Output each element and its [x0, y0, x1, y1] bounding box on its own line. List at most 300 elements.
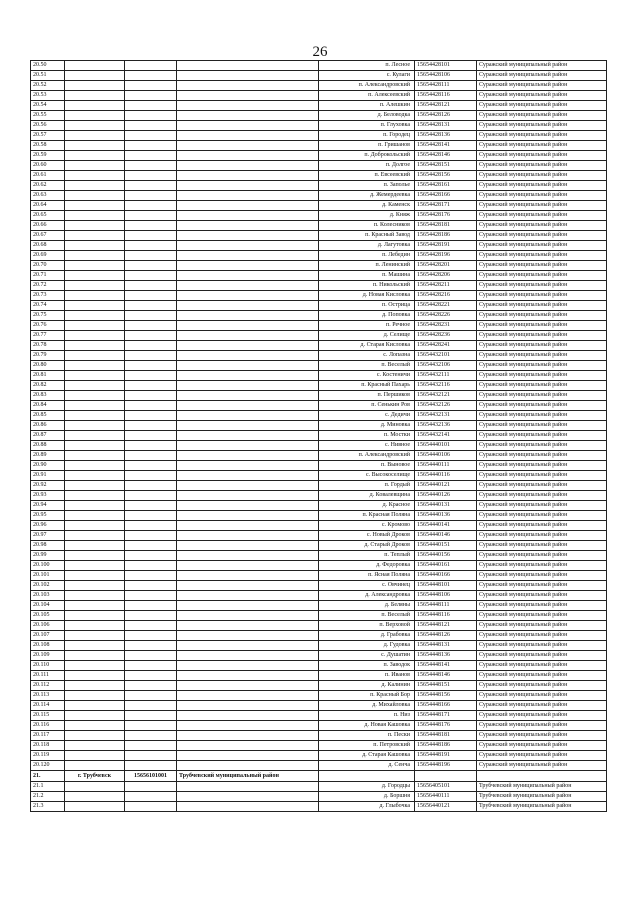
table-row [31, 621, 607, 631]
empty-cell [125, 71, 177, 81]
empty-cell [125, 691, 177, 701]
table-row [31, 241, 607, 251]
oktmo-code: 15654428151 [415, 161, 477, 171]
empty-cell [125, 61, 177, 71]
oktmo-code: 15654432101 [415, 351, 477, 361]
oktmo-code: 15654428171 [415, 201, 477, 211]
oktmo-code: 15654428156 [415, 171, 477, 181]
district-name: Суражский муниципальный район [477, 761, 607, 771]
settlement-name: п. Красный Завод [319, 231, 415, 241]
district-name: Суражский муниципальный район [477, 271, 607, 281]
oktmo-code: 15654428191 [415, 241, 477, 251]
district-name: Суражский муниципальный район [477, 241, 607, 251]
district-name: Суражский муниципальный район [477, 421, 607, 431]
settlement-name: п. Красная Поляна [319, 511, 415, 521]
empty-cell [177, 581, 319, 591]
empty-cell [177, 441, 319, 451]
oktmo-code: 15654448146 [415, 671, 477, 681]
empty-cell [125, 581, 177, 591]
empty-cell [65, 451, 125, 461]
district-name: Суражский муниципальный район [477, 411, 607, 421]
table-row [31, 141, 607, 151]
settlement-name: п. Заводок [319, 661, 415, 671]
table-row [31, 441, 607, 451]
settlement-name: с. Новый Дроков [319, 531, 415, 541]
table-row [31, 651, 607, 661]
settlement-name: п. Низ [319, 711, 415, 721]
settlement-name: д. Старая Кашовка [319, 751, 415, 761]
settlement-name: п. Выновое [319, 461, 415, 471]
oktmo-code: 15654448141 [415, 661, 477, 671]
table-row [31, 701, 607, 711]
district-name: Суражский муниципальный район [477, 681, 607, 691]
district-name: Суражский муниципальный район [477, 391, 607, 401]
empty-cell [477, 771, 607, 782]
oktmo-code: 15654440131 [415, 501, 477, 511]
empty-cell [65, 181, 125, 191]
row-number: 20.96 [31, 521, 65, 531]
table-row [31, 301, 607, 311]
oktmo-code: 15654428201 [415, 261, 477, 271]
empty-cell [125, 521, 177, 531]
empty-cell [177, 751, 319, 761]
district-name: Суражский муниципальный район [477, 351, 607, 361]
row-number: 20.104 [31, 601, 65, 611]
empty-cell [125, 451, 177, 461]
settlement-name: п. Машина [319, 271, 415, 281]
district-name: Суражский муниципальный район [477, 381, 607, 391]
row-number: 20.93 [31, 491, 65, 501]
row-number: 20.103 [31, 591, 65, 601]
empty-cell [65, 782, 125, 792]
empty-cell [125, 792, 177, 802]
group-city: г. Трубчевск [65, 771, 125, 782]
empty-cell [65, 621, 125, 631]
empty-cell [177, 221, 319, 231]
district-name: Суражский муниципальный район [477, 561, 607, 571]
empty-cell [65, 91, 125, 101]
oktmo-code: 15654428186 [415, 231, 477, 241]
empty-cell [177, 421, 319, 431]
district-name: Трубчевский муниципальный район [477, 782, 607, 792]
empty-cell [65, 541, 125, 551]
settlement-name: д. Старая Кисловка [319, 341, 415, 351]
settlement-name: д. Каменск [319, 201, 415, 211]
empty-cell [125, 261, 177, 271]
empty-cell [65, 391, 125, 401]
empty-cell [177, 671, 319, 681]
settlement-name: д. Новая Кисловка [319, 291, 415, 301]
table-row [31, 211, 607, 221]
empty-cell [125, 111, 177, 121]
empty-cell [177, 631, 319, 641]
oktmo-code: 15654448176 [415, 721, 477, 731]
row-number: 20.52 [31, 81, 65, 91]
settlement-name: д. Калинин [319, 681, 415, 691]
row-number: 20.67 [31, 231, 65, 241]
oktmo-code: 15654428106 [415, 71, 477, 81]
table-row [31, 511, 607, 521]
empty-cell [125, 411, 177, 421]
oktmo-code: 15654448116 [415, 611, 477, 621]
table-row [31, 802, 607, 812]
settlement-name: с. Овчинец [319, 581, 415, 591]
empty-cell [177, 181, 319, 191]
empty-cell [177, 511, 319, 521]
oktmo-code: 15654428211 [415, 281, 477, 291]
oktmo-code: 15654440136 [415, 511, 477, 521]
empty-cell [125, 491, 177, 501]
table-row [31, 501, 607, 511]
settlement-name: п. Речное [319, 321, 415, 331]
table-row [31, 171, 607, 181]
settlement-name: д. Красное [319, 501, 415, 511]
empty-cell [65, 111, 125, 121]
empty-cell [65, 741, 125, 751]
table-row [31, 491, 607, 501]
district-name: Суражский муниципальный район [477, 251, 607, 261]
oktmo-code: 15654440151 [415, 541, 477, 551]
row-number: 20.58 [31, 141, 65, 151]
row-number: 20.109 [31, 651, 65, 661]
settlement-name: с. Высокоселище [319, 471, 415, 481]
oktmo-code: 15654440161 [415, 561, 477, 571]
empty-cell [125, 591, 177, 601]
empty-cell [65, 141, 125, 151]
table-row [31, 281, 607, 291]
empty-cell [65, 611, 125, 621]
table-row [31, 721, 607, 731]
district-name: Суражский муниципальный район [477, 691, 607, 701]
district-name: Суражский муниципальный район [477, 371, 607, 381]
district-name: Суражский муниципальный район [477, 201, 607, 211]
row-number: 20.112 [31, 681, 65, 691]
row-number: 20.78 [31, 341, 65, 351]
row-number: 20.54 [31, 101, 65, 111]
oktmo-code: 15654448111 [415, 601, 477, 611]
row-number: 20.119 [31, 751, 65, 761]
empty-cell [177, 361, 319, 371]
row-number: 20.86 [31, 421, 65, 431]
district-name: Суражский муниципальный район [477, 611, 607, 621]
empty-cell [65, 701, 125, 711]
empty-cell [65, 261, 125, 271]
empty-cell [65, 281, 125, 291]
table-row [31, 341, 607, 351]
oktmo-code: 15654448156 [415, 691, 477, 701]
empty-cell [125, 431, 177, 441]
empty-cell [125, 171, 177, 181]
oktmo-code: 15654428136 [415, 131, 477, 141]
district-name: Суражский муниципальный район [477, 431, 607, 441]
group-city-code: 15656101001 [125, 771, 177, 782]
empty-cell [125, 401, 177, 411]
row-number: 20.90 [31, 461, 65, 471]
empty-cell [177, 601, 319, 611]
row-number: 20.64 [31, 201, 65, 211]
settlement-name: д. Поповка [319, 311, 415, 321]
settlement-name: п. Першиков [319, 391, 415, 401]
empty-cell [65, 211, 125, 221]
group-district-name: Трубчевский муниципальный район [177, 771, 319, 782]
empty-cell [177, 301, 319, 311]
settlement-name: д. Ковалевщина [319, 491, 415, 501]
district-name: Суражский муниципальный район [477, 571, 607, 581]
district-name: Суражский муниципальный район [477, 651, 607, 661]
row-number: 20.94 [31, 501, 65, 511]
district-name: Суражский муниципальный район [477, 261, 607, 271]
settlement-name: п. Евсеевский [319, 171, 415, 181]
empty-cell [65, 151, 125, 161]
empty-cell [65, 731, 125, 741]
row-number: 20.97 [31, 531, 65, 541]
district-name: Суражский муниципальный район [477, 701, 607, 711]
empty-cell [177, 241, 319, 251]
table-row [31, 581, 607, 591]
empty-cell [65, 331, 125, 341]
row-number: 20.63 [31, 191, 65, 201]
oktmo-code: 15656405101 [415, 782, 477, 792]
empty-cell [125, 341, 177, 351]
empty-cell [125, 91, 177, 101]
settlement-name: д. Глыбочка [319, 802, 415, 812]
empty-cell [65, 291, 125, 301]
oktmo-code: 15654428196 [415, 251, 477, 261]
empty-cell [125, 721, 177, 731]
empty-cell [177, 351, 319, 361]
table-row [31, 611, 607, 621]
empty-cell [177, 501, 319, 511]
district-name: Суражский муниципальный район [477, 741, 607, 751]
oktmo-code: 15654448106 [415, 591, 477, 601]
district-name: Суражский муниципальный район [477, 81, 607, 91]
empty-cell [65, 651, 125, 661]
empty-cell [125, 741, 177, 751]
oktmo-code: 15654428221 [415, 301, 477, 311]
row-number: 20.61 [31, 171, 65, 181]
district-name: Суражский муниципальный район [477, 291, 607, 301]
empty-cell [177, 341, 319, 351]
district-name: Суражский муниципальный район [477, 141, 607, 151]
empty-cell [125, 141, 177, 151]
settlement-name: д. Боршня [319, 792, 415, 802]
oktmo-code: 15654428121 [415, 101, 477, 111]
empty-cell [177, 431, 319, 441]
oktmo-code: 15654448136 [415, 651, 477, 661]
empty-cell [125, 271, 177, 281]
district-name: Суражский муниципальный район [477, 151, 607, 161]
empty-cell [65, 251, 125, 261]
settlement-name: п. Веселый [319, 611, 415, 621]
empty-cell [65, 501, 125, 511]
empty-cell [177, 491, 319, 501]
empty-cell [65, 411, 125, 421]
district-name: Суражский муниципальный район [477, 581, 607, 591]
empty-cell [65, 661, 125, 671]
empty-cell [65, 681, 125, 691]
empty-cell [177, 141, 319, 151]
settlement-name: п. Острица [319, 301, 415, 311]
row-number: 20.79 [31, 351, 65, 361]
district-name: Суражский муниципальный район [477, 521, 607, 531]
empty-cell [65, 461, 125, 471]
empty-cell [177, 91, 319, 101]
row-number: 20.106 [31, 621, 65, 631]
row-number: 20.53 [31, 91, 65, 101]
empty-cell [177, 681, 319, 691]
settlement-name: с. Костеничи [319, 371, 415, 381]
empty-cell [177, 451, 319, 461]
row-number: 20.83 [31, 391, 65, 401]
settlement-name: п. Гордый [319, 481, 415, 491]
table-row [31, 271, 607, 281]
empty-cell [125, 471, 177, 481]
district-name: Суражский муниципальный район [477, 451, 607, 461]
oktmo-code: 15654448151 [415, 681, 477, 691]
oktmo-code: 15654428116 [415, 91, 477, 101]
empty-cell [125, 441, 177, 451]
table-row [31, 641, 607, 651]
settlement-name: д. Миновка [319, 421, 415, 431]
settlement-name: д. Жемердеевка [319, 191, 415, 201]
empty-cell [177, 661, 319, 671]
empty-cell [65, 671, 125, 681]
row-number: 20.102 [31, 581, 65, 591]
settlement-name: д. Селище [319, 331, 415, 341]
empty-cell [125, 601, 177, 611]
district-name: Суражский муниципальный район [477, 501, 607, 511]
row-number: 20.81 [31, 371, 65, 381]
row-number: 20.118 [31, 741, 65, 751]
district-name: Суражский муниципальный район [477, 641, 607, 651]
oktmo-code: 15654448171 [415, 711, 477, 721]
district-name: Суражский муниципальный район [477, 621, 607, 631]
row-number: 21.2 [31, 792, 65, 802]
empty-cell [125, 461, 177, 471]
empty-cell [125, 541, 177, 551]
row-number: 20.107 [31, 631, 65, 641]
empty-cell [177, 291, 319, 301]
settlement-name: с. Душатин [319, 651, 415, 661]
oktmo-code: 15654440141 [415, 521, 477, 531]
settlement-name: п. Иванов [319, 671, 415, 681]
table-row [31, 731, 607, 741]
empty-cell [125, 181, 177, 191]
row-number: 21.1 [31, 782, 65, 792]
district-name: Суражский муниципальный район [477, 301, 607, 311]
empty-cell [125, 631, 177, 641]
table-row [31, 451, 607, 461]
empty-cell [125, 501, 177, 511]
empty-cell [65, 431, 125, 441]
empty-cell [125, 731, 177, 741]
table-row [31, 381, 607, 391]
oktmo-code: 15654432131 [415, 411, 477, 421]
empty-cell [177, 231, 319, 241]
district-name: Суражский муниципальный район [477, 231, 607, 241]
empty-cell [65, 351, 125, 361]
empty-cell [65, 561, 125, 571]
empty-cell [65, 711, 125, 721]
district-name: Суражский муниципальный район [477, 91, 607, 101]
table-row [31, 711, 607, 721]
oktmo-code: 15654428216 [415, 291, 477, 301]
row-number: 20.59 [31, 151, 65, 161]
settlement-name: д. Княж [319, 211, 415, 221]
settlement-name: п. Александровский [319, 81, 415, 91]
empty-cell [125, 661, 177, 671]
empty-cell [177, 481, 319, 491]
table-row [31, 681, 607, 691]
table-row [31, 91, 607, 101]
empty-cell [177, 101, 319, 111]
oktmo-code: 15654428166 [415, 191, 477, 201]
settlement-name: п. Алексеевский [319, 91, 415, 101]
empty-cell [125, 531, 177, 541]
empty-cell [177, 211, 319, 221]
oktmo-code: 15654448126 [415, 631, 477, 641]
table-row [31, 591, 607, 601]
empty-cell [125, 131, 177, 141]
empty-cell [65, 241, 125, 251]
row-number: 20.60 [31, 161, 65, 171]
empty-cell [177, 741, 319, 751]
empty-cell [125, 782, 177, 792]
settlement-name: д. Михайловка [319, 701, 415, 711]
oktmo-code: 15654440101 [415, 441, 477, 451]
settlement-name: п. Ленинский [319, 261, 415, 271]
empty-cell [65, 171, 125, 181]
empty-cell [65, 721, 125, 731]
empty-cell [177, 171, 319, 181]
district-name: Суражский муниципальный район [477, 321, 607, 331]
table-row [31, 181, 607, 191]
settlement-name: д. Новая Кашовка [319, 721, 415, 731]
settlement-name: п. Заполье [319, 181, 415, 191]
table-row [31, 601, 607, 611]
empty-cell [125, 161, 177, 171]
empty-cell [177, 611, 319, 621]
district-name: Суражский муниципальный район [477, 361, 607, 371]
empty-cell [177, 71, 319, 81]
empty-cell [125, 121, 177, 131]
oktmo-code: 15654428226 [415, 311, 477, 321]
empty-cell [177, 331, 319, 341]
district-name: Трубчевский муниципальный район [477, 792, 607, 802]
table-row [31, 201, 607, 211]
empty-cell [65, 802, 125, 812]
oktmo-code: 15654428111 [415, 81, 477, 91]
empty-cell [65, 361, 125, 371]
oktmo-code: 15654440156 [415, 551, 477, 561]
row-number: 21.3 [31, 802, 65, 812]
empty-cell [125, 321, 177, 331]
empty-cell [177, 111, 319, 121]
table-row [31, 131, 607, 141]
table-row [31, 561, 607, 571]
district-name: Суражский муниципальный район [477, 111, 607, 121]
empty-cell [125, 561, 177, 571]
table-row [31, 101, 607, 111]
table-row [31, 401, 607, 411]
oktmo-code: 15654448186 [415, 741, 477, 751]
empty-cell [125, 802, 177, 812]
row-number: 20.115 [31, 711, 65, 721]
row-number: 20.70 [31, 261, 65, 271]
oktmo-code: 15654428131 [415, 121, 477, 131]
table-row [31, 221, 607, 231]
district-name: Суражский муниципальный район [477, 211, 607, 221]
